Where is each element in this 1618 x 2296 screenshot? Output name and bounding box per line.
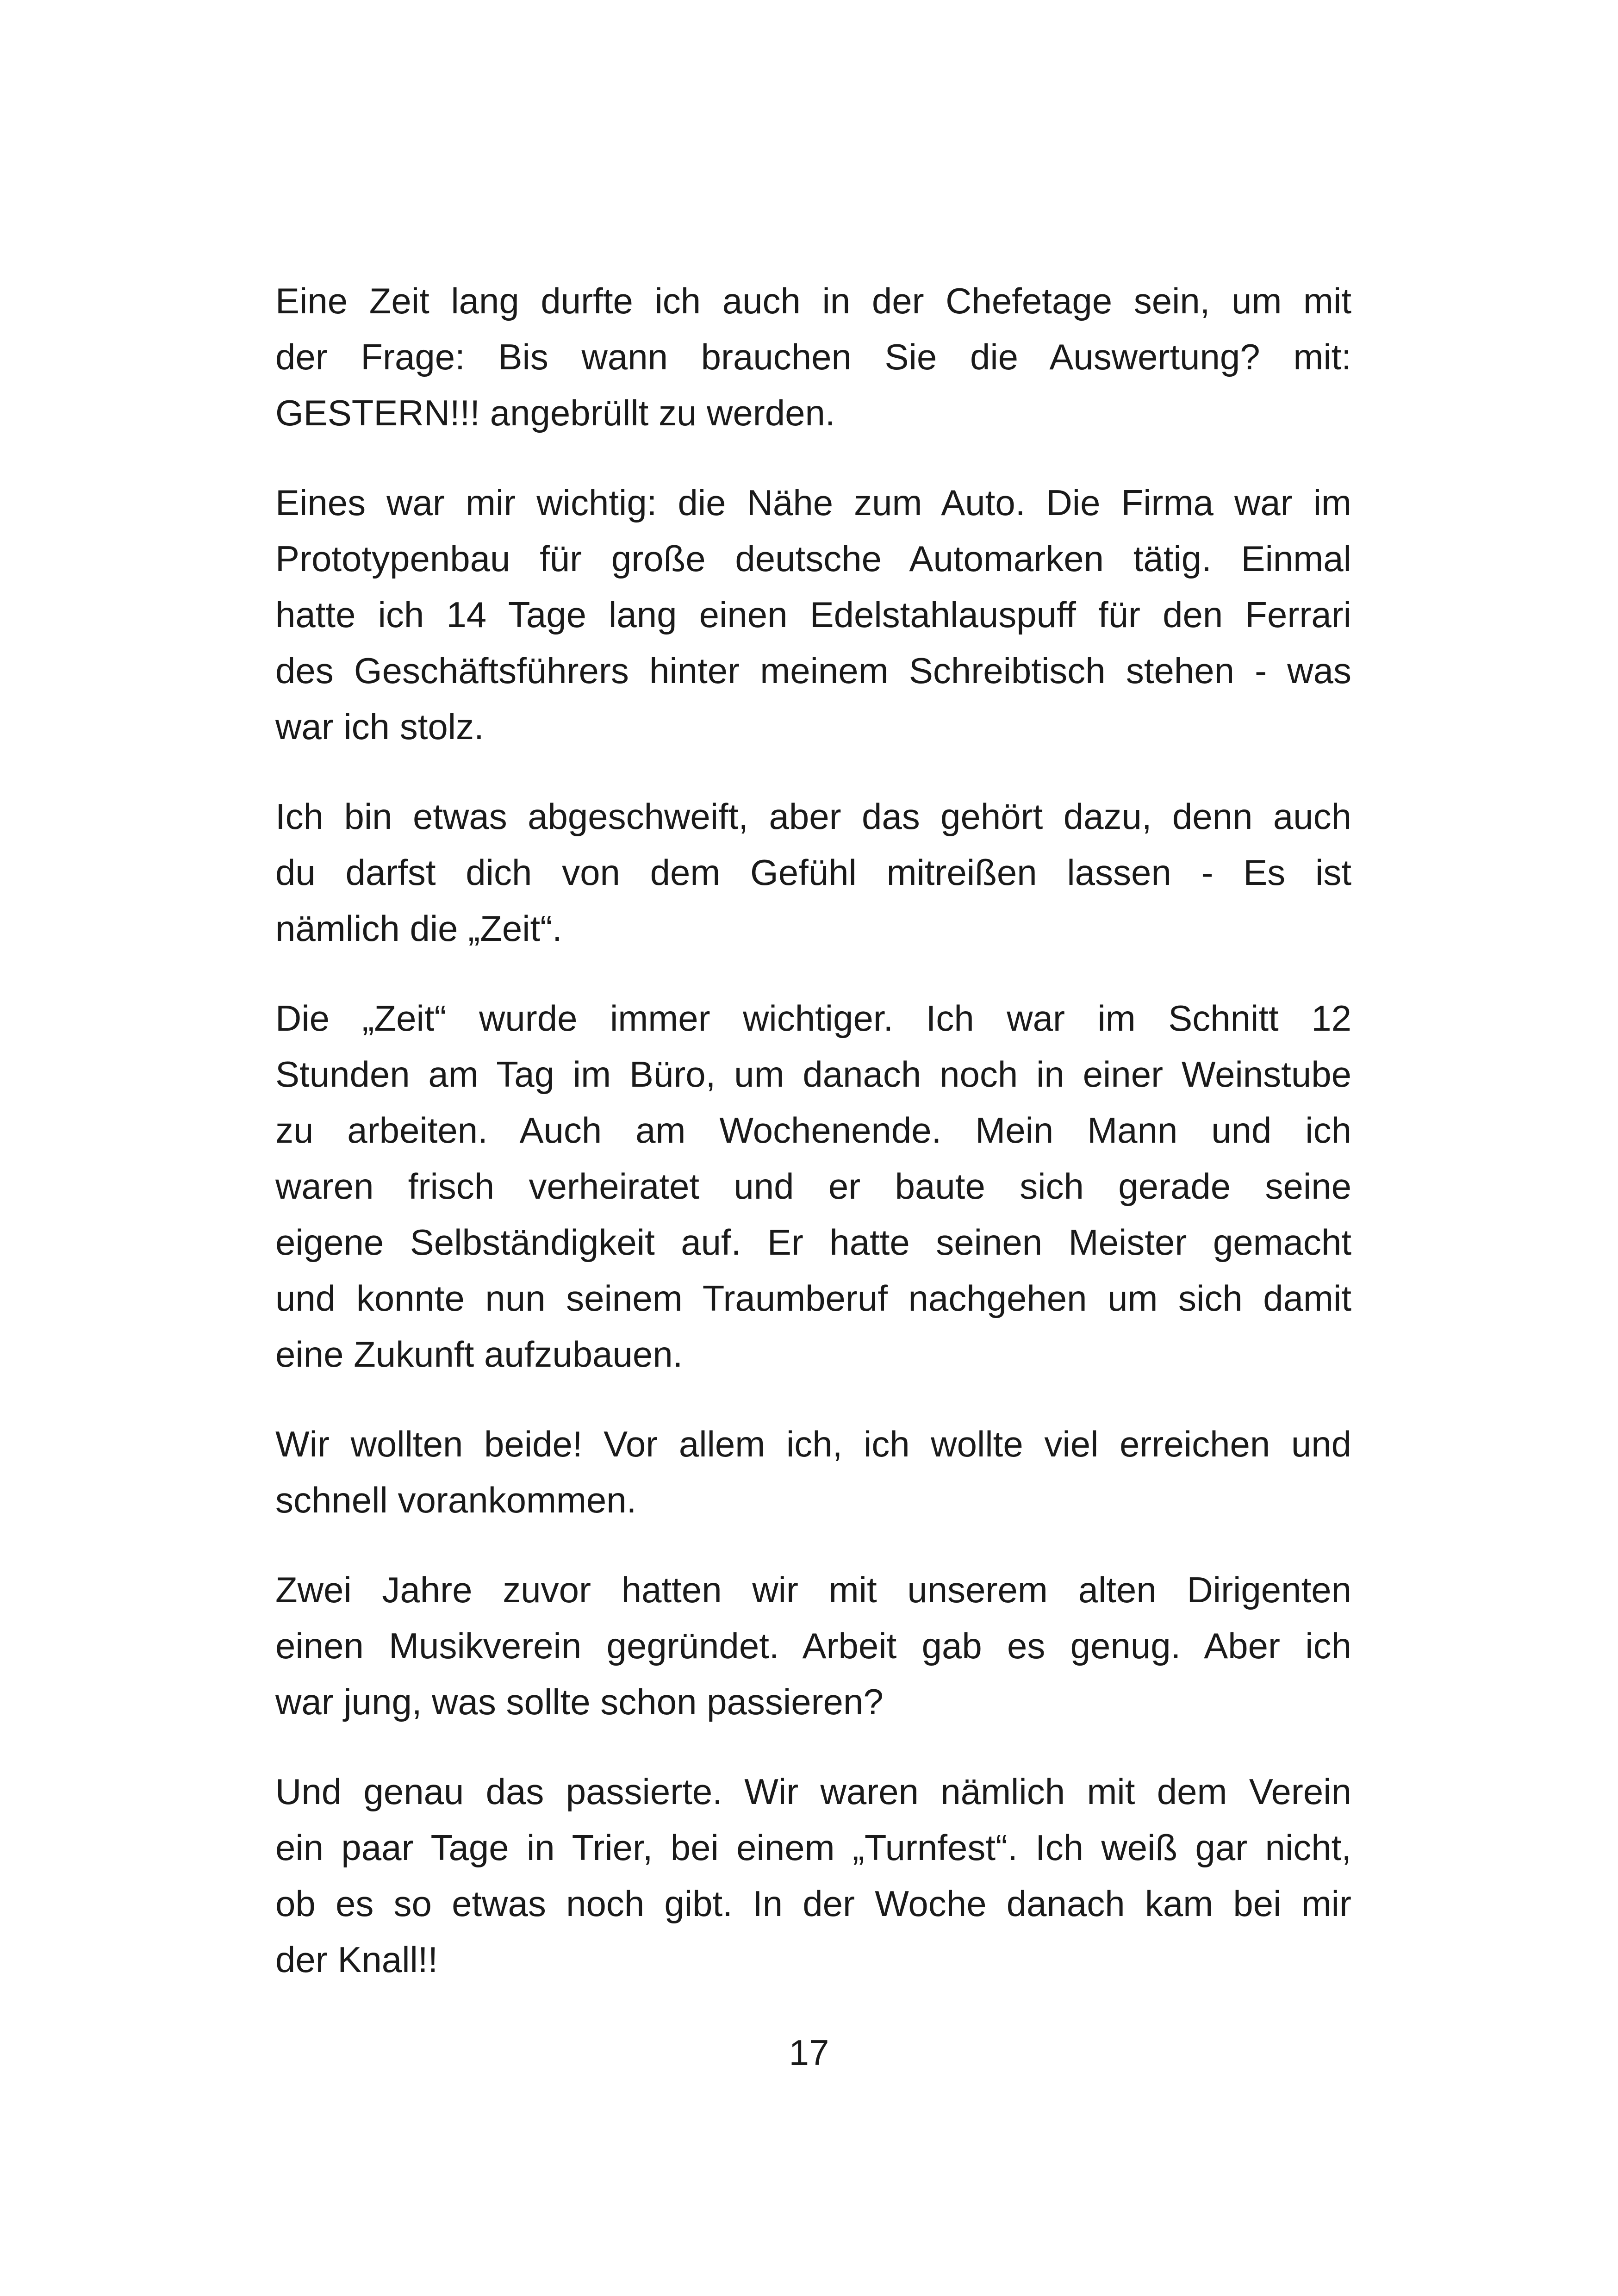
- text-line: des Geschäftsführers hinter meinem Schreibtisch stehen - was: [275, 650, 1351, 691]
- paragraph: [275, 475, 1351, 755]
- text-line: Die „Zeit“ wurde immer wichtiger. Ich war im Schnitt 12: [275, 998, 1351, 1039]
- text-line: ob es so etwas noch gibt. In der Woche danach kam bei mir: [275, 1883, 1351, 1924]
- text-line: schnell vorankommen.: [275, 1480, 637, 1520]
- text-line: ein paar Tage in Trier, bei einem „Turnfest“. Ich weiß gar nicht,: [275, 1827, 1351, 1868]
- paragraph: [275, 273, 1351, 441]
- text-line: und konnte nun seinem Traumberuf nachgehen um sich damit: [275, 1278, 1351, 1319]
- paragraph: [275, 1764, 1351, 1988]
- text-line: Stunden am Tag im Büro, um danach noch in einer Weinstube: [275, 1054, 1351, 1095]
- text-line: nämlich die „Zeit“.: [275, 908, 562, 949]
- paragraph: [275, 990, 1351, 1382]
- text-line: zu arbeiten. Auch am Wochenende. Mein Mann und ich: [275, 1110, 1351, 1151]
- paragraph: [275, 1562, 1351, 1730]
- text-line: der Knall!!: [275, 1939, 438, 1980]
- text-line: war jung, was sollte schon passieren?: [275, 1681, 884, 1722]
- text-line: Ich bin etwas abgeschweift, aber das gehört dazu, denn auch: [275, 796, 1351, 837]
- text-line: eigene Selbständigkeit auf. Er hatte seinen Meister gemacht: [275, 1222, 1351, 1263]
- text-line: hatte ich 14 Tage lang einen Edelstahlauspuff für den Ferrari: [275, 594, 1351, 635]
- text-line: Und genau das passierte. Wir waren nämlich mit dem Verein: [275, 1771, 1351, 1812]
- paragraph: [275, 789, 1351, 957]
- text-line: Zwei Jahre zuvor hatten wir mit unserem alten Dirigenten: [275, 1569, 1351, 1610]
- text-line: waren frisch verheiratet und er baute sich gerade seine: [275, 1166, 1351, 1207]
- text-line: der Frage: Bis wann brauchen Sie die Auswertung? mit:: [275, 336, 1351, 377]
- text-line: Prototypenbau für große deutsche Automarken tätig. Einmal: [275, 538, 1351, 579]
- text-line: Wir wollten beide! Vor allem ich, ich wollte viel erreichen und: [275, 1424, 1351, 1464]
- text-line: Eines war mir wichtig: die Nähe zum Auto. Die Firma war im: [275, 482, 1351, 523]
- text-line: du darfst dich von dem Gefühl mitreißen lassen - Es ist: [275, 852, 1351, 893]
- page-number: 17: [789, 2032, 829, 2073]
- text-line: war ich stolz.: [275, 706, 484, 747]
- paragraph: [275, 1416, 1351, 1528]
- text-line: eine Zukunft aufzubauen.: [275, 1334, 683, 1375]
- text-line: einen Musikverein gegründet. Arbeit gab es genug. Aber ich: [275, 1625, 1351, 1666]
- text-line: GESTERN!!! angebrüllt zu werden.: [275, 392, 835, 433]
- text-line: Eine Zeit lang durfte ich auch in der Chefetage sein, um mit: [275, 280, 1351, 321]
- body-text: [275, 273, 1351, 2022]
